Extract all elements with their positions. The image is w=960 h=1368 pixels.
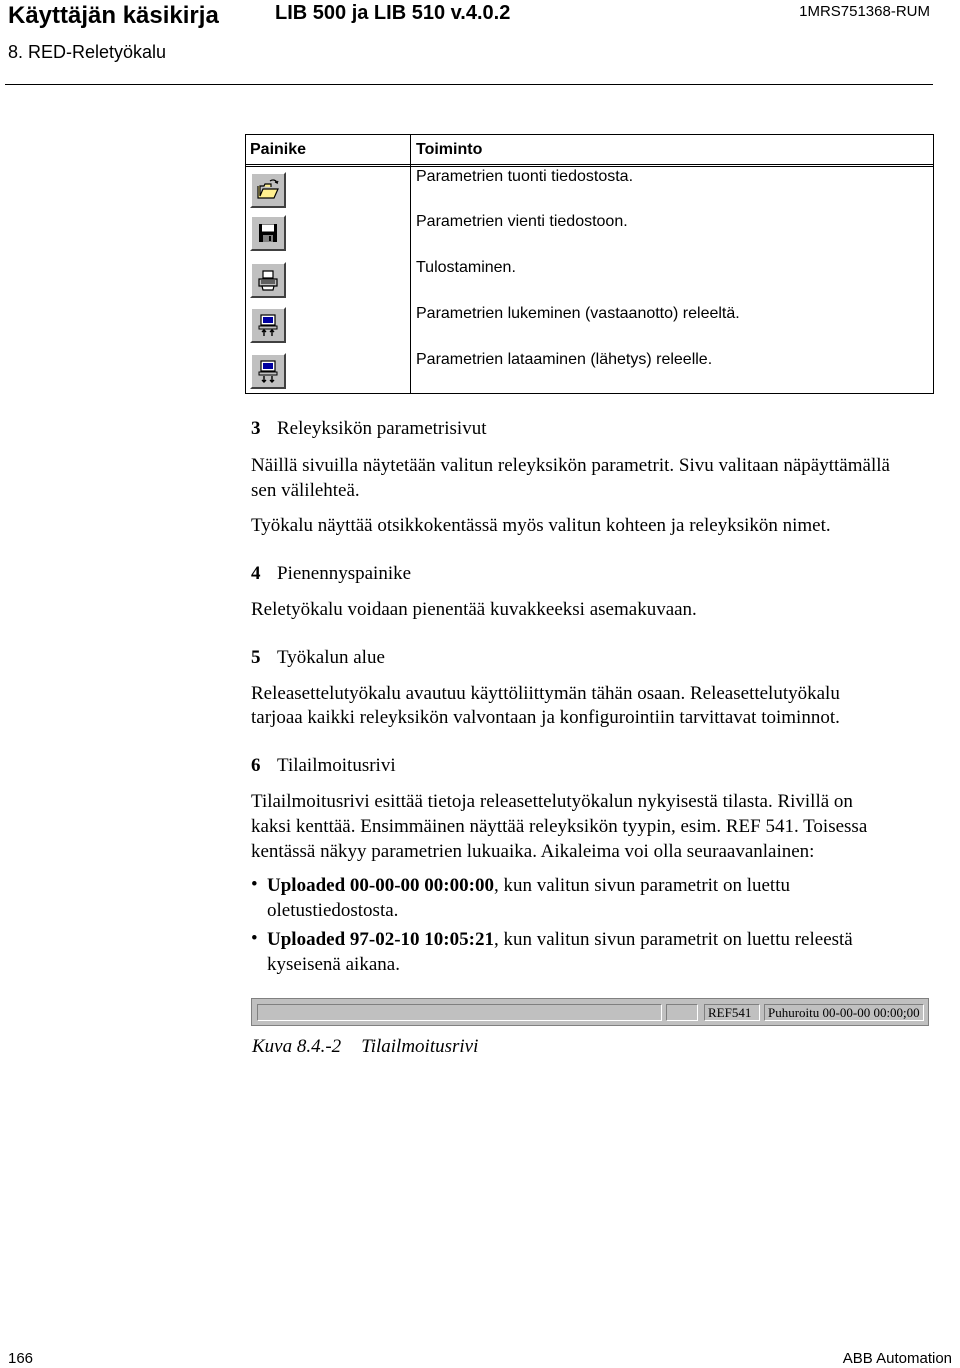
- section-number: 3: [251, 418, 261, 439]
- timestamp-example: Uploaded 97-02-10 10:05:21: [267, 929, 494, 950]
- section-number: 5: [251, 647, 261, 668]
- list-item: [267, 928, 853, 953]
- bullet-icon: •: [251, 928, 258, 949]
- paragraph-line: kaksi kenttää. Ensimmäinen näyttää releyksikön tyypin, esim. REF 541. Toisessa: [251, 816, 868, 837]
- footer-company: ABB Automation: [842, 1350, 952, 1367]
- section-title: Releyksikön parametrisivut: [277, 418, 487, 439]
- list-item: [267, 874, 790, 899]
- list-item-text: , kun valitun sivun parametrit on luettu: [493, 875, 790, 896]
- column-header-function: Toiminto: [416, 141, 483, 158]
- document-title: Käyttäjän käsikirja: [8, 2, 219, 29]
- figure-caption: [252, 1036, 478, 1058]
- computer-download-icon[interactable]: [250, 353, 286, 389]
- section-title: Pienennyspainike: [277, 563, 412, 584]
- column-header-button: Painike: [250, 141, 307, 158]
- product-title: LIB 500 ja LIB 510 v.4.0.2: [275, 2, 511, 24]
- section-heading: [251, 418, 486, 440]
- list-item-continuation: kyseisenä aikana.: [267, 954, 400, 975]
- chapter-title: 8. RED-Reletyökalu: [8, 42, 167, 62]
- column-divider: [410, 135, 411, 393]
- section-number: 4: [251, 563, 261, 584]
- relay-type-field: REF541: [704, 1004, 760, 1021]
- computer-upload-icon[interactable]: [250, 307, 286, 343]
- section-number: 6: [251, 755, 261, 776]
- figure-number: Kuva 8.4.-2: [252, 1036, 342, 1057]
- floppy-disk-icon[interactable]: [250, 215, 286, 251]
- page-number: 166: [8, 1350, 34, 1367]
- printer-icon[interactable]: [250, 262, 286, 298]
- button-table: [245, 134, 934, 394]
- paragraph-line: Työkalu näyttää otsikkokentässä myös valitun kohteen ja releyksikön nimet.: [251, 515, 831, 536]
- paragraph-line: sen välilehteä.: [251, 480, 360, 501]
- timestamp-field: Puhuroitu 00-00-00 00:00;00: [764, 1004, 924, 1021]
- header-divider: [5, 84, 933, 85]
- section-title: Työkalun alue: [277, 647, 385, 668]
- paragraph-line: tarjoaa kaikki releyksikön valvontaan ja konfigurointiin tarvittavat toiminnot.: [251, 707, 840, 728]
- section-heading: [251, 755, 396, 777]
- header-rule-double: [246, 166, 933, 167]
- status-indicator-field: [666, 1004, 698, 1021]
- section-heading: [251, 647, 385, 669]
- paragraph-line: Näillä sivuilla näytetään valitun releyksikön parametrit. Sivu valitaan näpäyttämällä: [251, 455, 890, 476]
- status-message-field: [257, 1004, 662, 1021]
- table-row-text: Parametrien vienti tiedostoon.: [416, 213, 628, 230]
- open-folder-icon[interactable]: [250, 172, 286, 208]
- section-heading: [251, 563, 411, 585]
- table-row-text: Parametrien lukeminen (vastaanotto) releeltä.: [416, 305, 740, 322]
- paragraph-line: kentässä näkyy parametrien lukuaika. Aikaleima voi olla seuraavanlainen:: [251, 841, 815, 862]
- list-item-continuation: oletustiedostosta.: [267, 900, 399, 921]
- section-title: Tilailmoitusrivi: [277, 755, 396, 776]
- timestamp-example: Uploaded 00-00-00 00:00:00: [267, 875, 494, 896]
- header-rule: [246, 164, 933, 165]
- paragraph-line: Releasettelutyökalu avautuu käyttöliittymän tähän osaan. Releasettelutyökalu: [251, 683, 840, 704]
- table-row-text: Tulostaminen.: [416, 259, 516, 276]
- paragraph-line: Tilailmoitusrivi esittää tietoja releasettelutyökalun nykyisestä tilasta. Rivillä on: [251, 791, 853, 812]
- list-item-text: , kun valitun sivun parametrit on luettu releestä: [493, 929, 853, 950]
- figure-title: Tilailmoitusrivi: [361, 1036, 479, 1057]
- table-row-text: Parametrien lataaminen (lähetys) releelle.: [416, 351, 713, 368]
- document-code: 1MRS751368-RUM: [799, 3, 930, 20]
- table-row-text: Parametrien tuonti tiedostosta.: [416, 168, 634, 185]
- bullet-icon: •: [251, 874, 258, 895]
- paragraph-line: Reletyökalu voidaan pienentää kuvakkeeksi asemakuvaan.: [251, 599, 697, 620]
- status-bar: [251, 998, 929, 1026]
